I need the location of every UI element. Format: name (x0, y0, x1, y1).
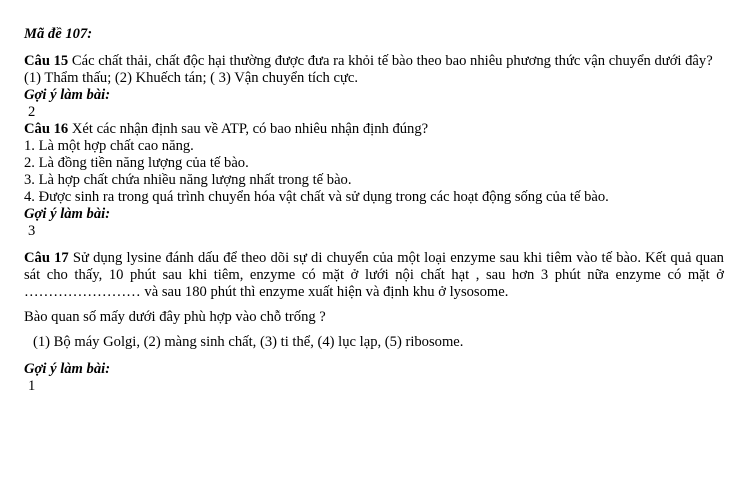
question-15-hint: Gợi ý làm bài: (24, 87, 111, 103)
question-16-text: Xét các nhận định sau về ATP, có bao nhiêu nhận định đúng? (71, 121, 429, 137)
question-17-answer: 1 (28, 378, 36, 394)
question-16-label: Câu 16 (24, 121, 69, 137)
question-17-label: Câu 17 (24, 250, 69, 266)
question-16-hint: Gợi ý làm bài: (24, 206, 111, 222)
question-17-options: (1) Bộ máy Golgi, (2) màng sinh chất, (3) ti thể, (4) lục lạp, (5) ribosome. (33, 334, 464, 350)
question-17-hint: Gợi ý làm bài: (24, 361, 111, 377)
question-17-text: Sử dụng lysine đánh dấu để theo dõi sự di chuyển của một loại enzyme sau khi tiêm vào tế bào. Kết quả quan sát cho thấy, 10 phút sau khi tiêm, enzyme có mặt ở lưới nội chất hạt , sau hơn 3 phút nữa enzyme có mặt ở …………………… và sau 180 phút thì enzyme xuất hiện và định khu ở lysosome. (24, 250, 724, 300)
question-16-item-3: 3. Là hợp chất chứa nhiều năng lượng nhất trong tế bào. (24, 172, 352, 188)
document-page (24, 26, 724, 395)
question-16-item-4: 4. Được sinh ra trong quá trình chuyển hóa vật chất và sử dụng trong các hoạt động sống của tế bào. (24, 189, 609, 205)
question-16-item-2: 2. Là đồng tiền năng lượng của tế bào. (24, 155, 249, 171)
question-15-answer: 2 (28, 104, 36, 120)
question-17-prompt: Bào quan số mấy dưới đây phù hợp vào chỗ trống ? (24, 309, 326, 325)
question-16-answer: 3 (28, 223, 36, 239)
question-16 (24, 121, 724, 138)
question-15-text: Các chất thải, chất độc hại thường được đưa ra khỏi tế bào theo bao nhiêu phương thức vận chuyển dưới đây? (1) Thẩm thấu; (2) Khuếch tán; ( 3) Vận chuyển tích cực. (24, 53, 713, 86)
question-17 (24, 250, 724, 301)
question-16-item-1: 1. Là một hợp chất cao năng. (24, 138, 194, 154)
question-15-label: Câu 15 (24, 53, 69, 69)
question-15 (24, 53, 724, 87)
exam-code: Mã đề 107: (24, 26, 93, 42)
